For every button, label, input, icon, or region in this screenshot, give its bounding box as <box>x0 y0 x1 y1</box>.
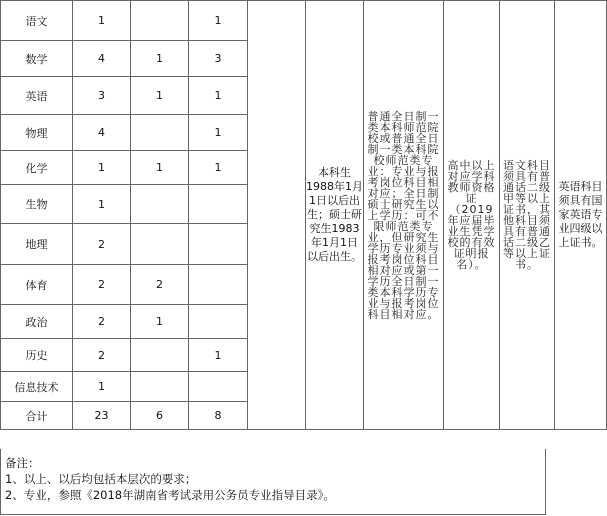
certificate-requirement: 高中以上对应学科教师资格证（2019年应届毕业生凭学校的有效证明报名）。 <box>444 1 500 430</box>
count-cell: 1 <box>73 1 131 41</box>
count-cell <box>189 305 248 339</box>
count-cell: 1 <box>131 305 189 339</box>
count-cell: 1 <box>189 1 248 41</box>
count-cell: 1 <box>73 372 131 402</box>
count-cell <box>189 224 248 265</box>
count-cell: 3 <box>189 41 248 77</box>
count-cell: 3 <box>73 77 131 115</box>
total-cell: 6 <box>131 402 189 430</box>
empty-cell <box>248 1 306 430</box>
count-cell <box>131 1 189 41</box>
count-cell: 2 <box>73 339 131 372</box>
total-cell: 23 <box>73 402 131 430</box>
subject-cell: 生物 <box>1 185 73 224</box>
count-cell: 1 <box>73 185 131 224</box>
count-cell <box>131 224 189 265</box>
count-cell: 1 <box>189 77 248 115</box>
count-cell: 2 <box>73 305 131 339</box>
notes-section <box>0 449 546 515</box>
count-cell <box>189 372 248 402</box>
notes-title: 备注： <box>5 456 40 470</box>
count-cell <box>189 265 248 305</box>
count-cell: 1 <box>189 339 248 372</box>
count-cell <box>131 339 189 372</box>
subject-cell: 数学 <box>1 41 73 77</box>
count-cell: 1 <box>73 151 131 185</box>
subject-cell: 政治 <box>1 305 73 339</box>
subject-cell: 地理 <box>1 224 73 265</box>
age-requirement: 本科生1988年1月1日以后出生；硕士研究生1983年1月1日以后出生。 <box>306 1 364 430</box>
notes-line: 1、以上、以后均包括本层次的要求； <box>5 472 197 486</box>
subject-cell: 英语 <box>1 77 73 115</box>
count-cell: 2 <box>73 265 131 305</box>
count-cell: 1 <box>131 41 189 77</box>
total-cell: 8 <box>189 402 248 430</box>
major-requirement: 普通全日制一类本科师范院校或普通全日制一类本科院校师范类专业：专业与报考岗位科目相对应；全日制硕士研究生以上学历：可不限师范类专业，但研究生学历专业须与报考岗位科目相对应或第一学历全日制一类本科学历专业与报考岗位科目相对应。 <box>364 1 444 430</box>
count-cell: 2 <box>73 224 131 265</box>
count-cell: 1 <box>131 77 189 115</box>
count-cell: 4 <box>73 41 131 77</box>
count-cell: 1 <box>131 151 189 185</box>
subject-cell: 体育 <box>1 265 73 305</box>
count-cell: 1 <box>189 115 248 151</box>
count-cell: 1 <box>189 151 248 185</box>
subject-cell: 物理 <box>1 115 73 151</box>
count-cell <box>131 372 189 402</box>
notes-line: 2、专业，参照《2018年湖南省考试录用公务员专业指导目录》。 <box>5 488 335 502</box>
table-row <box>1 1 607 41</box>
count-cell <box>189 185 248 224</box>
count-cell <box>131 115 189 151</box>
subject-cell: 化学 <box>1 151 73 185</box>
mandarin-requirement: 语文科目须具有普通话二级甲等以上证书，其他科目须具有普通话二级乙等以上证书。 <box>500 1 555 430</box>
english-requirement: 英语科目须具有国家英语专业四级以上证书。 <box>555 1 607 430</box>
subject-cell: 历史 <box>1 339 73 372</box>
count-cell: 4 <box>73 115 131 151</box>
count-cell <box>131 185 189 224</box>
count-cell: 2 <box>131 265 189 305</box>
subject-cell: 语文 <box>1 1 73 41</box>
total-label: 合计 <box>1 402 73 430</box>
subject-cell: 信息技术 <box>1 372 73 402</box>
